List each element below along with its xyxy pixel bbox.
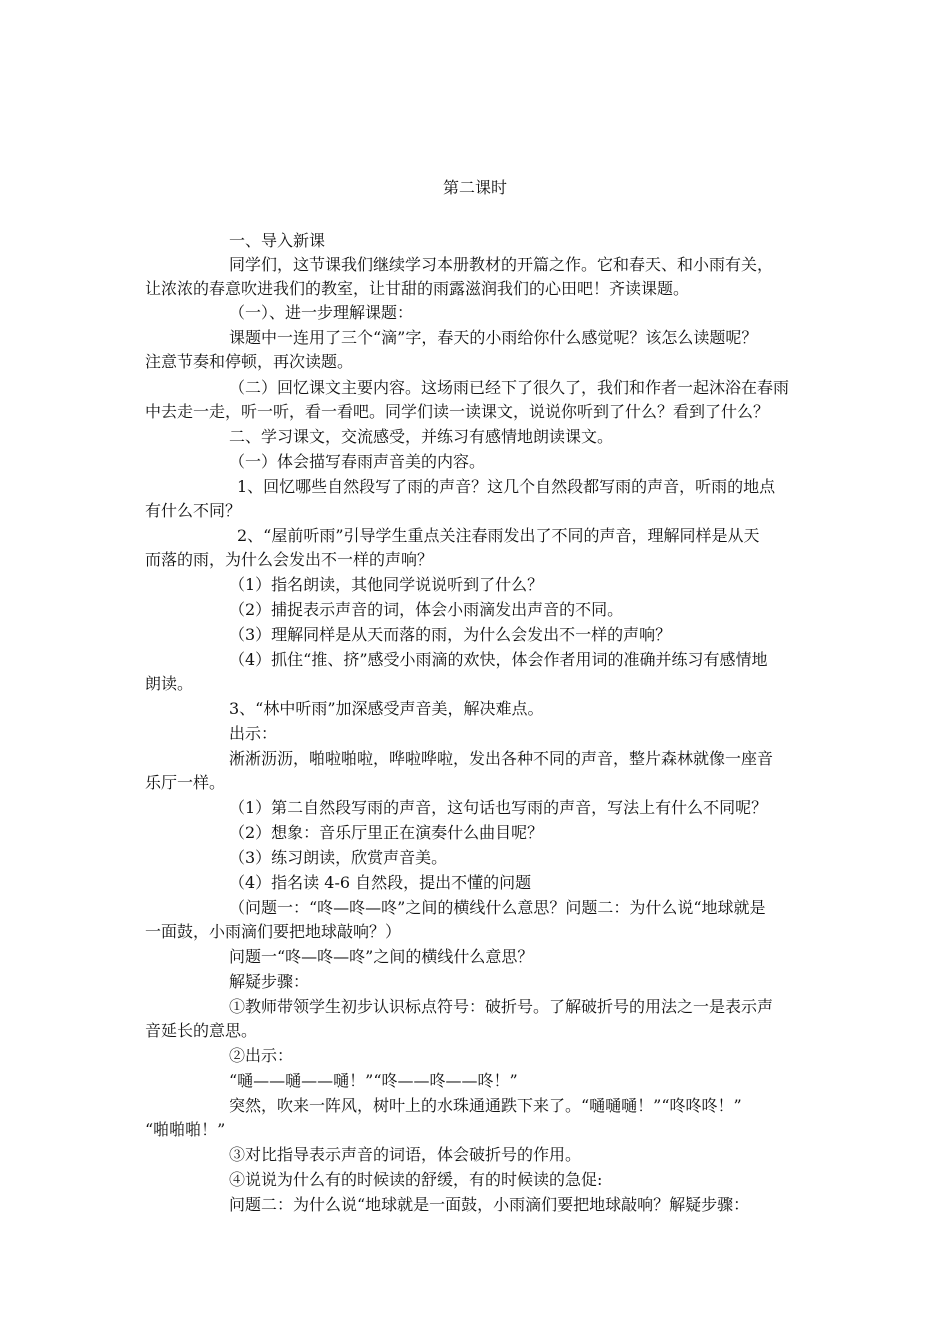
text-line: 二、学习课文，交流感受，并练习有感情地朗读课文。	[229, 427, 614, 446]
text-line: 让浓浓的春意吹进我们的教室，让甘甜的雨露滋润我们的心田吧！齐读课题。	[145, 279, 690, 298]
text-line: 同学们，这节课我们继续学习本册教材的开篇之作。它和春天、和小雨有关，	[229, 255, 774, 274]
text-line: （二）回忆课文主要内容。这场雨已经下了很久了，我们和作者一起沐浴在春雨	[229, 378, 790, 397]
text-line: （1）指名朗读，其他同学说说听到了什么？	[229, 575, 544, 594]
text-line: 淅淅沥沥，啪啦啪啦，哗啦哗啦，发出各种不同的声音，整片森林就像一座音	[229, 749, 774, 768]
page-title: 第二课时	[442, 178, 507, 197]
text-line: 解疑步骤：	[229, 972, 310, 991]
text-line: 2、“屋前听雨”引导学生重点关注春雨发出了不同的声音，理解同样是从天	[237, 526, 760, 545]
text-line: 课题中一连用了三个“滴”字，春天的小雨给你什么感觉呢？该怎么读题呢？	[229, 328, 758, 347]
text-line: 中去走一走，听一听，看一看吧。同学们读一读课文，说说你听到了什么？看到了什么？	[145, 402, 770, 421]
text-line: 一、导入新课	[229, 231, 326, 250]
text-line: 问题二：为什么说“地球就是一面鼓，小雨滴们要把地球敲响？解疑步骤：	[229, 1195, 750, 1214]
text-line: （2）捕捉表示声音的词，体会小雨滴发出声音的不同。	[229, 600, 624, 619]
text-line: 出示：	[229, 724, 278, 743]
text-line: 3、“林中听雨”加深感受声音美，解决难点。	[229, 699, 544, 718]
text-line: “嗵——嗵——嗵！”“咚——咚——咚！”	[229, 1071, 518, 1090]
text-line: （2）想象：音乐厅里正在演奏什么曲目呢？	[229, 823, 544, 842]
text-line: （一）体会描写春雨声音美的内容。	[229, 452, 486, 471]
text-line: 乐厅一样。	[145, 773, 226, 792]
text-line: 而落的雨，为什么会发出不一样的声响？	[145, 550, 434, 569]
text-line: 朗读。	[145, 674, 194, 693]
text-line: 问题一“咚—咚—咚”之间的横线什么意思？	[229, 947, 534, 966]
text-line: （问题一：“咚—咚—咚”之间的横线什么意思？问题二：为什么说“地球就是	[229, 898, 766, 917]
text-line: （4）指名读 4-6 自然段，提出不懂的问题	[229, 873, 532, 892]
text-line: ①教师带领学生初步认识标点符号：破折号。了解破折号的用法之一是表示声	[229, 997, 774, 1016]
text-line: （4）抓住“推、挤”感受小雨滴的欢快，体会作者用词的准确并练习有感情地	[229, 650, 768, 669]
text-line: 注意节奏和停顿，再次读题。	[145, 352, 354, 371]
text-line: 有什么不同？	[145, 501, 242, 520]
text-line: （1）第二自然段写雨的声音，这句话也写雨的声音，写法上有什么不同呢？	[229, 798, 768, 817]
text-line: （3）练习朗读，欣赏声音美。	[229, 848, 448, 867]
text-line: ③对比指导表示声音的词语，体会破折号的作用。	[229, 1145, 582, 1164]
text-line: （一）、进一步理解课题：	[229, 303, 414, 322]
text-line: 音延长的意思。	[145, 1021, 258, 1040]
text-line: （3）理解同样是从天而落的雨，为什么会发出不一样的声响？	[229, 625, 672, 644]
text-line: 1、回忆哪些自然段写了雨的声音？这几个自然段都写雨的声音，听雨的地点	[237, 477, 776, 496]
text-line: 一面鼓，小雨滴们要把地球敲响？）	[145, 922, 402, 941]
text-line: “啪啪啪！”	[145, 1120, 226, 1139]
text-line: 突然，吹来一阵风，树叶上的水珠通通跌下来了。“嗵嗵嗵！”“咚咚咚！”	[229, 1096, 742, 1115]
text-line: ②出示：	[229, 1046, 294, 1065]
text-line: ④说说为什么有的时候读的舒缓，有的时候读的急促:	[229, 1170, 603, 1189]
